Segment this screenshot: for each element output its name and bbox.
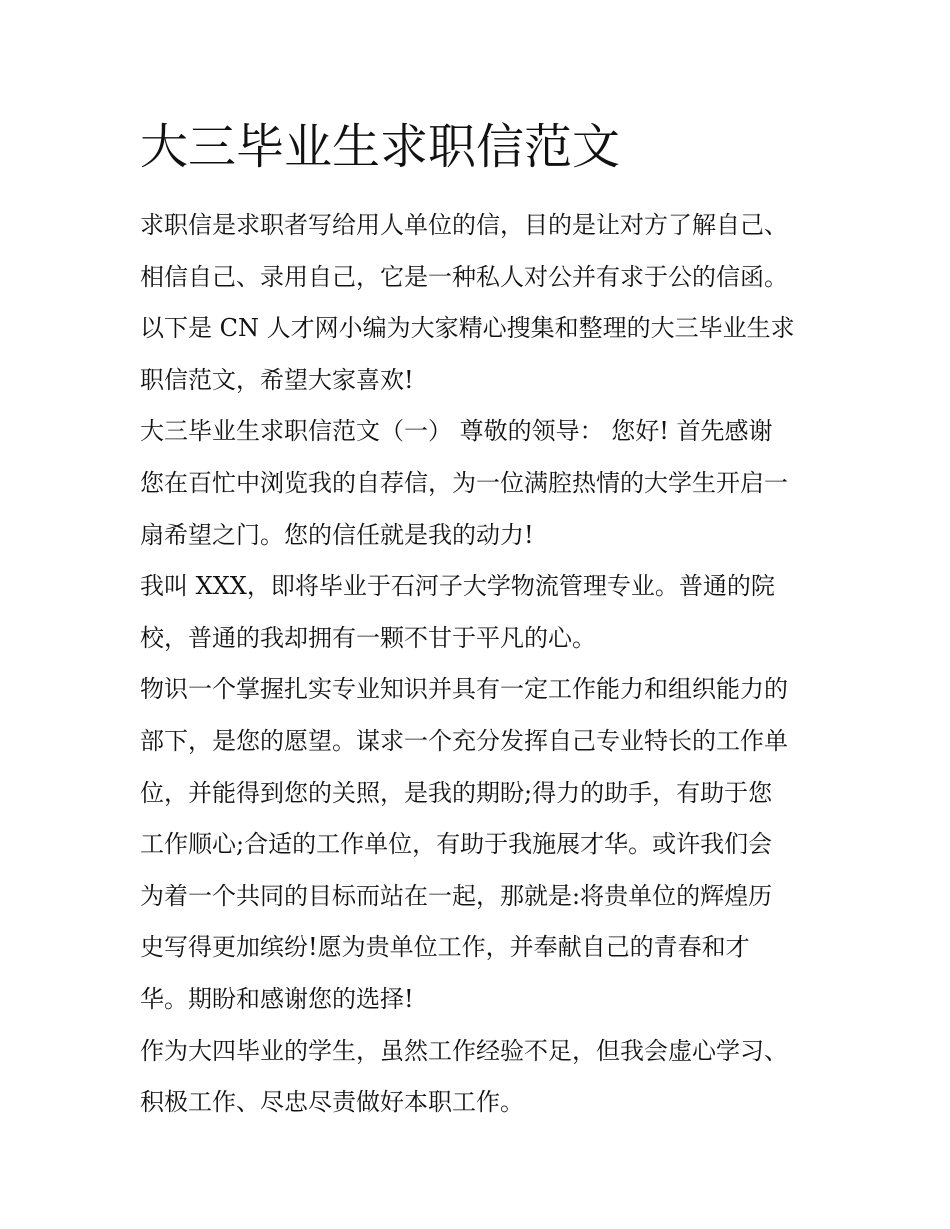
body-line: 史写得更加缤纷!愿为贵单位工作，并奉献自己的青春和才 <box>140 933 750 962</box>
document-title: 大三毕业生求职信范文 <box>140 119 621 175</box>
body-line: 工作顺心;合适的工作单位，有助于我施展才华。或许我们会 <box>140 830 773 859</box>
body-line: 部下，是您的愿望。谋求一个充分发挥自己专业特长的工作单 <box>140 726 788 755</box>
body-line: 您在百忙中浏览我的自荐信，为一位满腔热情的大学生开启一 <box>140 468 788 497</box>
body-line: 积极工作、尽忠尽责做好本职工作。 <box>140 1088 524 1117</box>
body-line: 物识一个掌握扎实专业知识并具有一定工作能力和组织能力的 <box>140 675 788 704</box>
body-line: 我叫 XXX，即将毕业于石河子大学物流管理专业。普通的院 <box>140 572 775 601</box>
body-line: 华。期盼和感谢您的选择! <box>140 984 414 1013</box>
body-line: 扇希望之门。您的信任就是我的动力! <box>140 520 534 549</box>
body-line: 大三毕业生求职信范文（一） 尊敬的领导： 您好! 首先感谢 <box>140 417 773 446</box>
body-line: 作为大四毕业的学生，虽然工作经验不足，但我会虚心学习、 <box>140 1036 788 1065</box>
body-line: 校，普通的我却拥有一颗不甘于平凡的心。 <box>140 623 596 652</box>
document-body <box>140 200 814 1129</box>
body-line: 相信自己、录用自己，它是一种私人对公并有求于公的信函。 <box>140 262 788 291</box>
body-line: 以下是 CN 人才网小编为大家精心搜集和整理的大三毕业生求 <box>140 314 795 343</box>
body-line: 求职信是求职者写给用人单位的信，目的是让对方了解自己、 <box>140 211 788 239</box>
body-line: 为着一个共同的目标而站在一起，那就是:将贵单位的辉煌历 <box>140 881 773 910</box>
body-line: 职信范文，希望大家喜欢! <box>140 365 414 394</box>
body-line: 位，并能得到您的关照，是我的期盼;得力的助手，有助于您 <box>140 778 773 807</box>
